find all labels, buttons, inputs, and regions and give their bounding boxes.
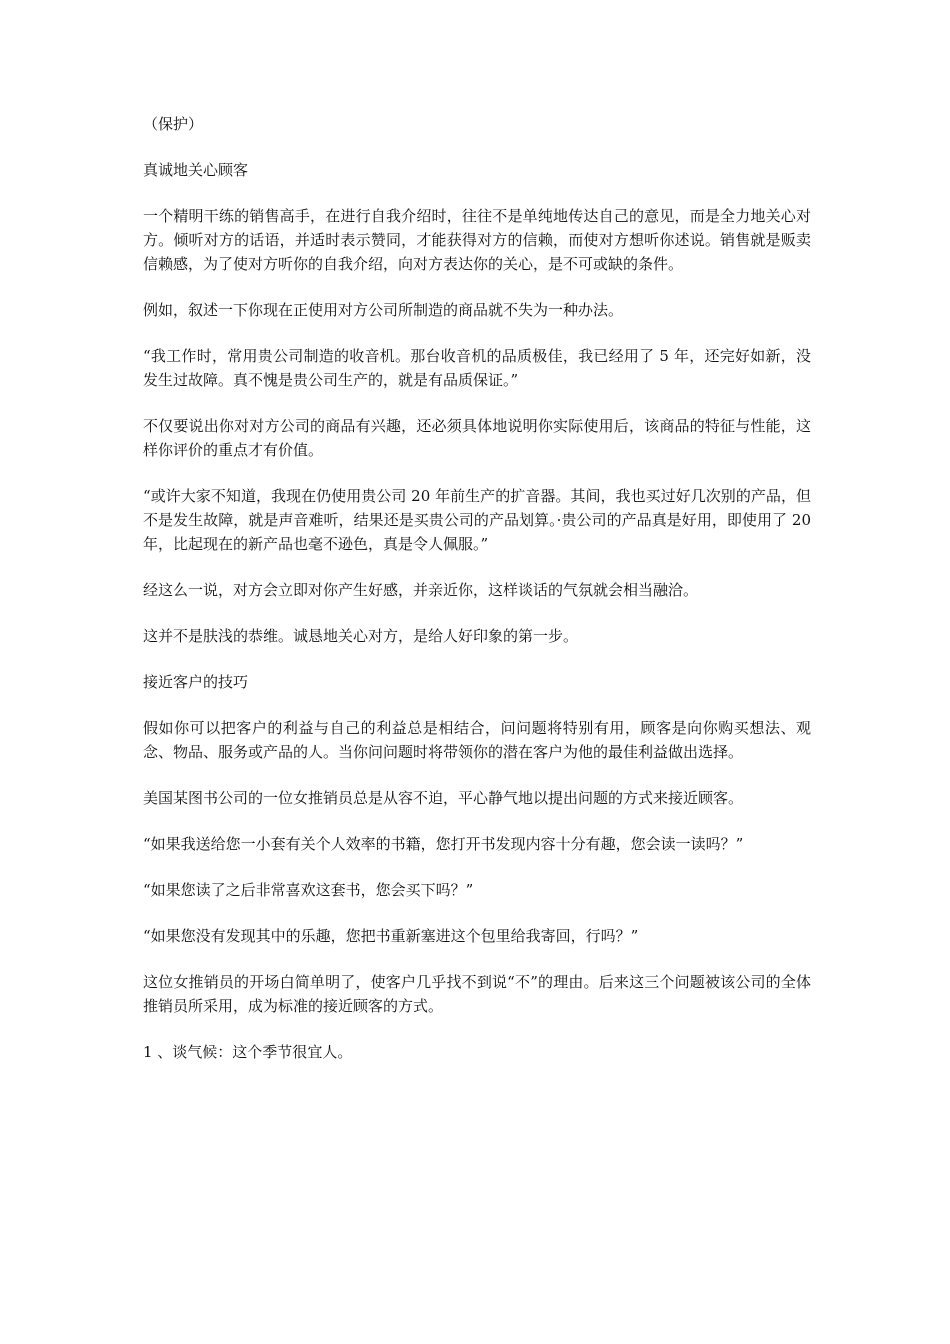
quote-paragraph: “或许大家不知道，我现在仍使用贵公司 20 年前生产的扩音器。其间，我也买过好几次别的产品，但不是发生故障，就是声音难听，结果还是买贵公司的产品划算。·贵公司的产品真是好用，即使用了 20 年，比起现在的新产品也毫不逊色，真是令人佩服。” — [143, 487, 811, 553]
paragraph: 一个精明干练的销售高手，在进行自我介绍时，往往不是单纯地传达自己的意见，而是全力地关心对方。倾听对方的话语，并适时表示赞同，才能获得对方的信赖，而使对方想听你述说。销售就是贩卖信赖感，为了使对方听你的自我介绍，向对方表达你的关心，是不可或缺的条件。 — [143, 207, 811, 273]
paragraph: 例如，叙述一下你现在正使用对方公司所制造的商品就不失为一种办法。 — [143, 301, 624, 319]
quote-paragraph: “如果我送给您一小套有关个人效率的书籍，您打开书发现内容十分有趣，您会读一读吗？” — [143, 835, 744, 853]
section-heading-approach: 接近客户的技巧 — [143, 673, 249, 691]
paragraph: 美国某图书公司的一位女推销员总是从容不迫，平心静气地以提出问题的方式来接近顾客。 — [143, 789, 744, 807]
document-body — [143, 112, 811, 1086]
paragraph-note: （保护） — [143, 115, 204, 133]
section-heading-care: 真诚地关心顾客 — [143, 161, 249, 179]
paragraph: 这位女推销员的开场白简单明了，使客户几乎找不到说“不”的理由。后来这三个问题被该公司的全体推销员所采用，成为标准的接近顾客的方式。 — [143, 973, 811, 1015]
list-item: 1 、谈气候：这个季节很宜人。 — [143, 1043, 353, 1061]
paragraph: 假如你可以把客户的利益与自己的利益总是相结合，问问题将特别有用，顾客是向你购买想法、观念、物品、服务或产品的人。当你问问题时将带领你的潜在客户为他的最佳利益做出选择。 — [143, 719, 811, 761]
quote-paragraph: “如果您没有发现其中的乐趣，您把书重新塞进这个包里给我寄回，行吗？” — [143, 927, 639, 945]
paragraph: 这并不是肤浅的恭维。诚恳地关心对方，是给人好印象的第一步。 — [143, 627, 579, 645]
quote-paragraph: “如果您读了之后非常喜欢这套书，您会买下吗？” — [143, 881, 474, 899]
paragraph: 不仅要说出你对对方公司的商品有兴趣，还必须具体地说明你实际使用后，该商品的特征与性能，这样你评价的重点才有价值。 — [143, 417, 811, 459]
quote-paragraph: “我工作时，常用贵公司制造的收音机。那台收音机的品质极佳，我已经用了 5 年，还完好如新，没发生过故障。真不愧是贵公司生产的，就是有品质保证。” — [143, 347, 811, 389]
paragraph: 经这么一说，对方会立即对你产生好感，并亲近你，这样谈话的气氛就会相当融洽。 — [143, 581, 699, 599]
